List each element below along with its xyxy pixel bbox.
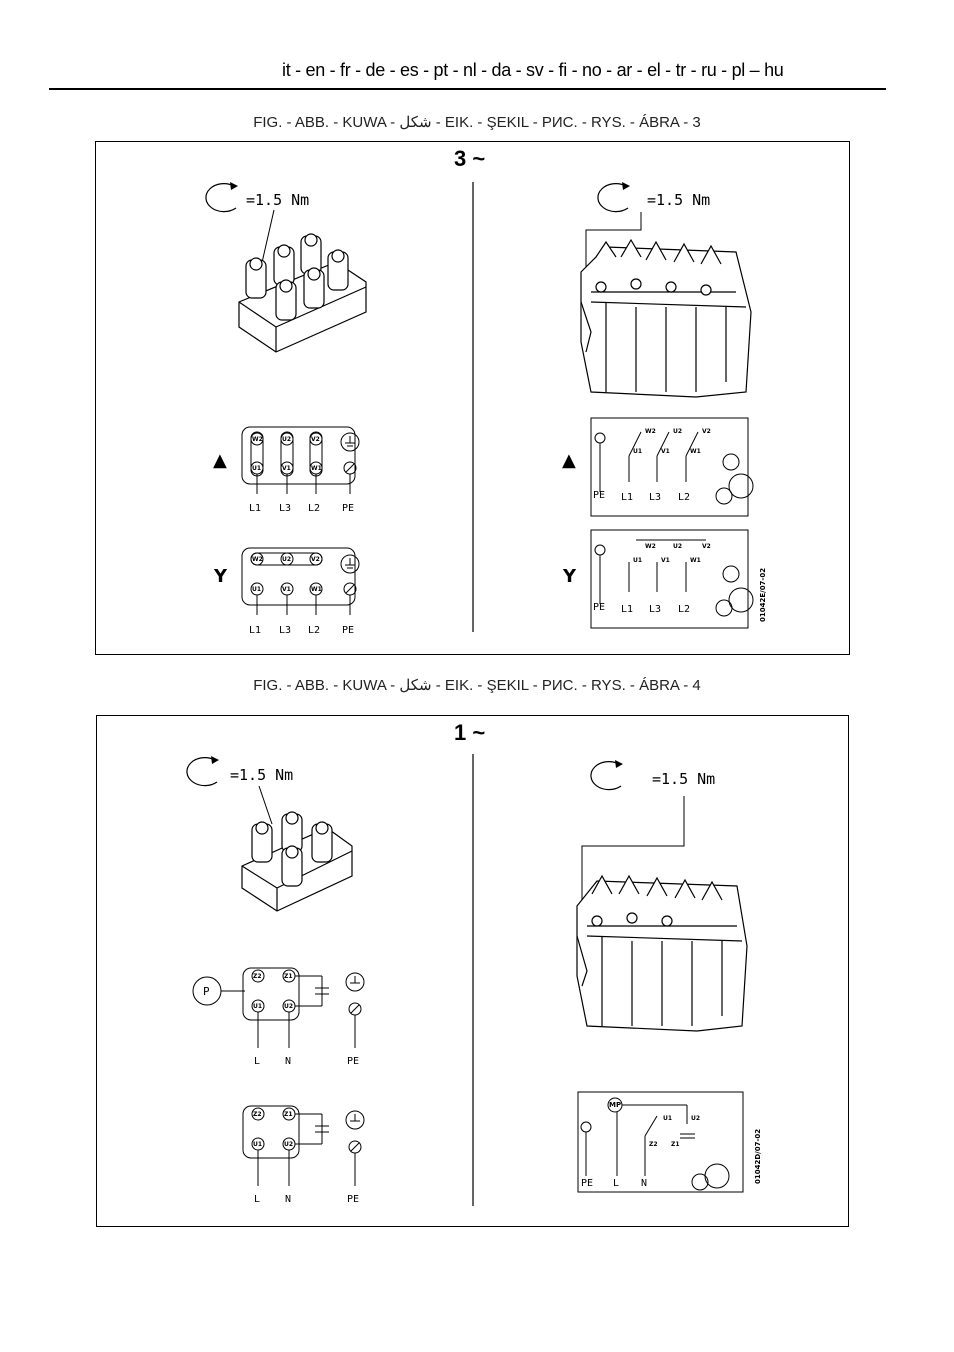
svg-text:U1: U1 [633, 448, 643, 455]
svg-text:V1: V1 [282, 586, 291, 593]
svg-text:PE: PE [342, 503, 355, 514]
mp-label: MP [609, 1101, 622, 1109]
svg-text:L2: L2 [308, 625, 321, 636]
p-label: P [203, 985, 210, 998]
svg-text:N: N [641, 1178, 648, 1189]
svg-text:U2: U2 [282, 436, 292, 443]
svg-text:PE: PE [347, 1056, 360, 1067]
svg-text:V2: V2 [311, 436, 320, 443]
svg-text:Z2: Z2 [253, 1111, 262, 1118]
terminal-block-6pin-drawing [239, 234, 366, 352]
fig3-left-torque: =1.5 Nm [246, 191, 310, 209]
star-connection-symbol-left: Y [214, 566, 228, 587]
fig3-caption: FIG. - ABB. - KUWA - شكل - EIK. - ŞEKIL - РИС. - RYS. - ÁBRA - 3 [253, 114, 701, 131]
svg-text:U1: U1 [633, 557, 643, 564]
svg-text:W1: W1 [311, 465, 322, 472]
fig4-right-torque: =1.5 Nm [652, 770, 716, 788]
fig4-title: 1 ~ [454, 720, 486, 745]
fig3-drawing [96, 142, 851, 656]
svg-text:U2: U2 [673, 543, 683, 550]
svg-text:PE: PE [581, 1178, 594, 1189]
header-rule [49, 88, 886, 90]
svg-text:V2: V2 [702, 428, 711, 435]
svg-text:U1: U1 [253, 1003, 263, 1010]
fig4-caption: FIG. - ABB. - KUWA - شكل - EIK. - ŞEKIL - РИС. - RYS. - ÁBRA - 4 [253, 677, 701, 694]
svg-text:V2: V2 [702, 543, 711, 550]
svg-text:W1: W1 [311, 586, 322, 593]
svg-text:Z1: Z1 [284, 1111, 293, 1118]
svg-text:L3: L3 [279, 503, 292, 514]
svg-text:L1: L1 [621, 604, 634, 615]
svg-text:L1: L1 [249, 503, 262, 514]
svg-text:V1: V1 [282, 465, 291, 472]
terminal-block-drawing [242, 812, 352, 911]
svg-text:W2: W2 [252, 436, 263, 443]
torque-arrow-icon [591, 760, 623, 790]
torque-arrow-icon [187, 756, 219, 786]
svg-text:PE: PE [593, 490, 606, 501]
svg-text:PE: PE [347, 1194, 360, 1205]
svg-text:W2: W2 [645, 428, 656, 435]
svg-text:Z2: Z2 [649, 1141, 658, 1148]
fig4-drawing-code: 01042D/07-02 [754, 1128, 762, 1184]
fig3-right-torque: =1.5 Nm [647, 191, 711, 209]
svg-text:U1: U1 [253, 1141, 263, 1148]
svg-text:U1: U1 [252, 465, 262, 472]
svg-text:U2: U2 [282, 556, 292, 563]
svg-text:L1: L1 [249, 625, 262, 636]
fig4-panel [96, 715, 849, 1227]
svg-text:L3: L3 [649, 604, 662, 615]
language-list-header: it - en - fr - de - es - pt - nl - da - sv - fi - no - ar - el - tr - ru - pl – hu [282, 60, 784, 80]
fig3-panel [95, 141, 850, 655]
svg-text:W2: W2 [645, 543, 656, 550]
svg-text:U2: U2 [284, 1003, 294, 1010]
terminal-strip-drawing [577, 876, 747, 1031]
svg-text:W2: W2 [252, 556, 263, 563]
star-connection-symbol-right: Y [563, 566, 577, 587]
svg-text:W1: W1 [690, 448, 701, 455]
svg-text:L1: L1 [621, 492, 634, 503]
svg-text:L3: L3 [649, 492, 662, 503]
fig4-left-torque: =1.5 Nm [230, 766, 294, 784]
fig3-title: 3 ~ [454, 146, 486, 171]
svg-text:L: L [254, 1056, 261, 1067]
svg-text:N: N [285, 1056, 292, 1067]
terminal-strip-drawing [581, 240, 751, 397]
fig3-drawing-code: 01042E/07-02 [759, 567, 767, 622]
fig4-drawing [97, 716, 850, 1228]
svg-text:L2: L2 [678, 604, 691, 615]
torque-arrow-icon [206, 182, 238, 212]
earth-symbol-icon [341, 433, 359, 474]
torque-arrow-icon [598, 182, 630, 212]
svg-text:L3: L3 [279, 625, 292, 636]
svg-text:V1: V1 [661, 557, 670, 564]
delta-switch-diagram [595, 432, 753, 504]
svg-text:L2: L2 [308, 503, 321, 514]
svg-text:U1: U1 [252, 586, 262, 593]
svg-text:U2: U2 [284, 1141, 294, 1148]
svg-text:Z1: Z1 [284, 973, 293, 980]
svg-text:U2: U2 [691, 1115, 701, 1122]
svg-text:Z1: Z1 [671, 1141, 680, 1148]
svg-text:W1: W1 [690, 557, 701, 564]
svg-text:Z2: Z2 [253, 973, 262, 980]
svg-text:U2: U2 [673, 428, 683, 435]
svg-text:U1: U1 [663, 1115, 673, 1122]
svg-text:N: N [285, 1194, 292, 1205]
svg-text:L: L [613, 1178, 620, 1189]
star-switch-diagram [595, 540, 753, 616]
delta-connection-symbol-left: ▲ [213, 450, 227, 471]
svg-text:V1: V1 [661, 448, 670, 455]
svg-text:L2: L2 [678, 492, 691, 503]
svg-text:L: L [254, 1194, 261, 1205]
svg-text:PE: PE [593, 602, 606, 613]
svg-text:V2: V2 [311, 556, 320, 563]
delta-connection-symbol-right: ▲ [562, 450, 576, 471]
svg-text:PE: PE [342, 625, 355, 636]
